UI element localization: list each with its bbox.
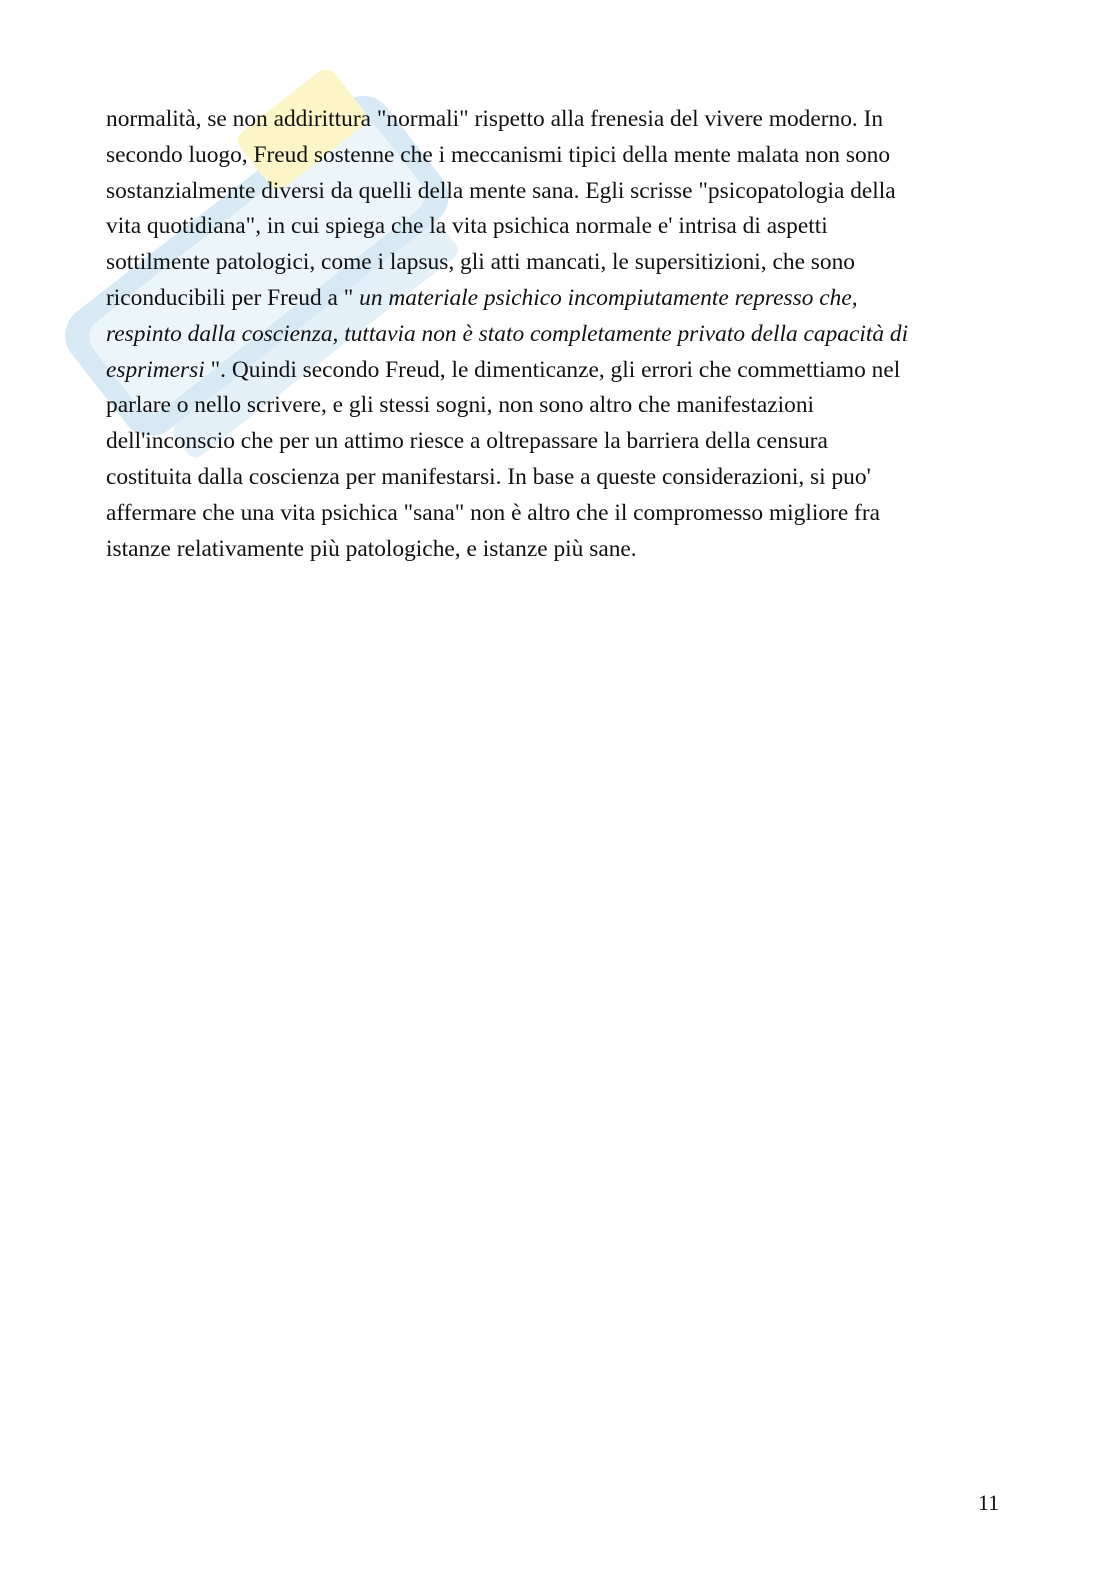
document-body [106,102,1012,567]
text-line: affermare che una vita psichica "sana" non è altro che il compromesso migliore fra [106,499,881,526]
page-number: 11 [978,1490,1000,1515]
text-line: secondo luogo, Freud sostenne che i meccanismi tipici della mente malata non sono [106,141,891,168]
text-line-quote-end [106,353,1012,389]
text-line: normalità, se non addirittura "normali" rispetto alla frenesia del vivere moderno. In [106,106,884,132]
text-line-quote-start [106,281,1012,317]
quote-italic-text: un materiale psichico incompiutamente represso che, [359,284,858,311]
text-line: sottilmente patologici, come i lapsus, gli atti mancati, le supersitizioni, che sono [106,249,855,276]
quote-outro-text: ". Quindi secondo Freud, le dimenticanze, gli errori che commettiamo nel [204,356,901,383]
text-line-quote [106,317,1012,353]
text-line: sostanzialmente diversi da quelli della mente sana. Egli scrisse "psicopatologia della [106,177,896,204]
quote-italic-text: esprimersi [106,356,205,383]
text-line: vita quotidiana", in cui spiega che la vita psichica normale e' intrisa di aspetti [106,213,828,240]
quote-italic-text: respinto dalla coscienza, tuttavia non è stato completamente privato della capacità di [106,320,909,347]
text-line: istanze relativamente più patologiche, e istanze più sane. [106,535,637,562]
quote-intro-text: riconducibili per Freud a " [106,284,360,311]
text-line: costituita dalla coscienza per manifestarsi. In base a queste considerazioni, si puo' [106,463,871,490]
text-line: parlare o nello scrivere, e gli stessi sogni, non sono altro che manifestazioni [106,392,815,419]
text-line: dell'inconscio che per un attimo riesce a oltrepassare la barriera della censura [106,428,828,455]
